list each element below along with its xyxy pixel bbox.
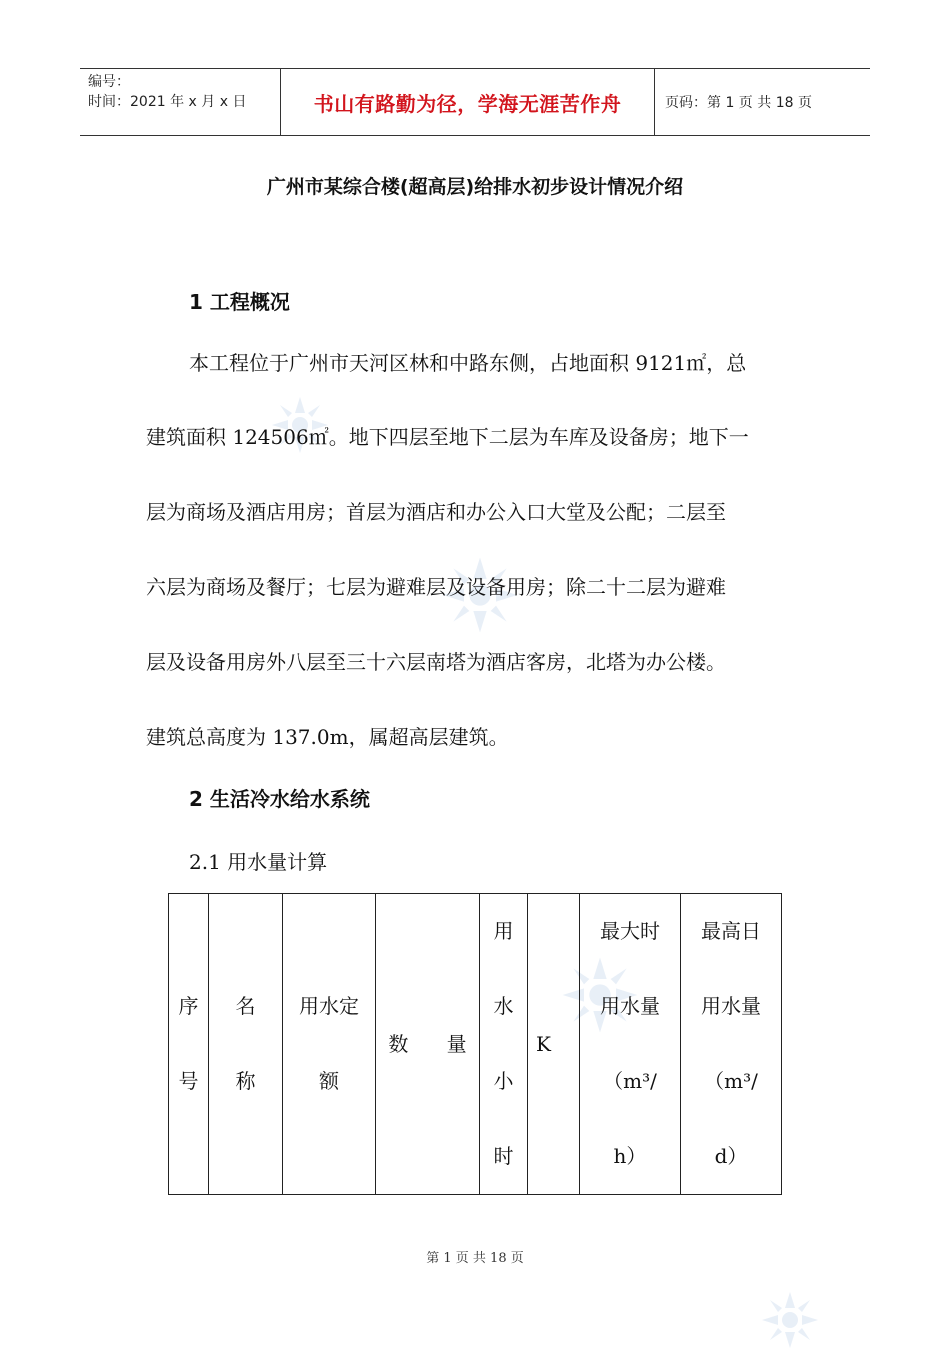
header-cell-max-hour: 最大时 用水量 （m³/ h） — [580, 894, 681, 1195]
paragraph-line: 层为商场及酒店用房；首层为酒店和办公入口大堂及公配；二层至 — [146, 500, 726, 524]
header-cell-quota: 用水定 额 — [283, 894, 376, 1195]
header-cell-hours: 用 水 小 时 — [480, 894, 528, 1195]
header-time: 时间：2021 年 x 月 x 日 — [88, 94, 247, 110]
header-cell-seq: 序 号 — [169, 894, 209, 1195]
header-page-info: 页码：第 1 页 共 18 页 — [665, 95, 812, 111]
document-title: 广州市某综合楼(超高层)给排水初步设计情况介绍 — [266, 176, 684, 198]
subsection-heading: 2.1 用水量计算 — [189, 850, 328, 874]
paragraph-line: 建筑总高度为 137.0m，属超高层建筑。 — [146, 725, 509, 749]
header-motto: 书山有路勤为径，学海无涯苦作舟 — [281, 69, 655, 135]
page-header — [80, 68, 870, 136]
header-cell-quantity: 数 量 — [376, 894, 480, 1195]
table-header-row — [169, 894, 782, 1195]
section-1-heading: 1 工程概况 — [189, 290, 290, 314]
paragraph-line: 本工程位于广州市天河区林和中路东侧，占地面积 9121㎡，总 — [189, 351, 747, 375]
header-number: 编号： — [88, 74, 130, 90]
page-footer: 第 1 页 共 18 页 — [426, 1251, 524, 1266]
paragraph-line: 层及设备用房外八层至三十六层南塔为酒店客房，北塔为办公楼。 — [146, 650, 726, 674]
section-2-heading: 2 生活冷水给水系统 — [189, 787, 370, 811]
header-meta — [80, 69, 281, 135]
watermark-logo-icon — [760, 1290, 820, 1350]
water-usage-table — [168, 893, 782, 1195]
header-cell-name: 名 称 — [209, 894, 283, 1195]
header-cell-max-day: 最高日 用水量 （m³/ d） — [681, 894, 782, 1195]
header-cell-k: K — [528, 894, 580, 1195]
paragraph-line: 建筑面积 124506㎡。地下四层至地下二层为车库及设备房；地下一 — [146, 425, 749, 449]
paragraph-line: 六层为商场及餐厅；七层为避难层及设备用房；除二十二层为避难 — [146, 575, 726, 599]
